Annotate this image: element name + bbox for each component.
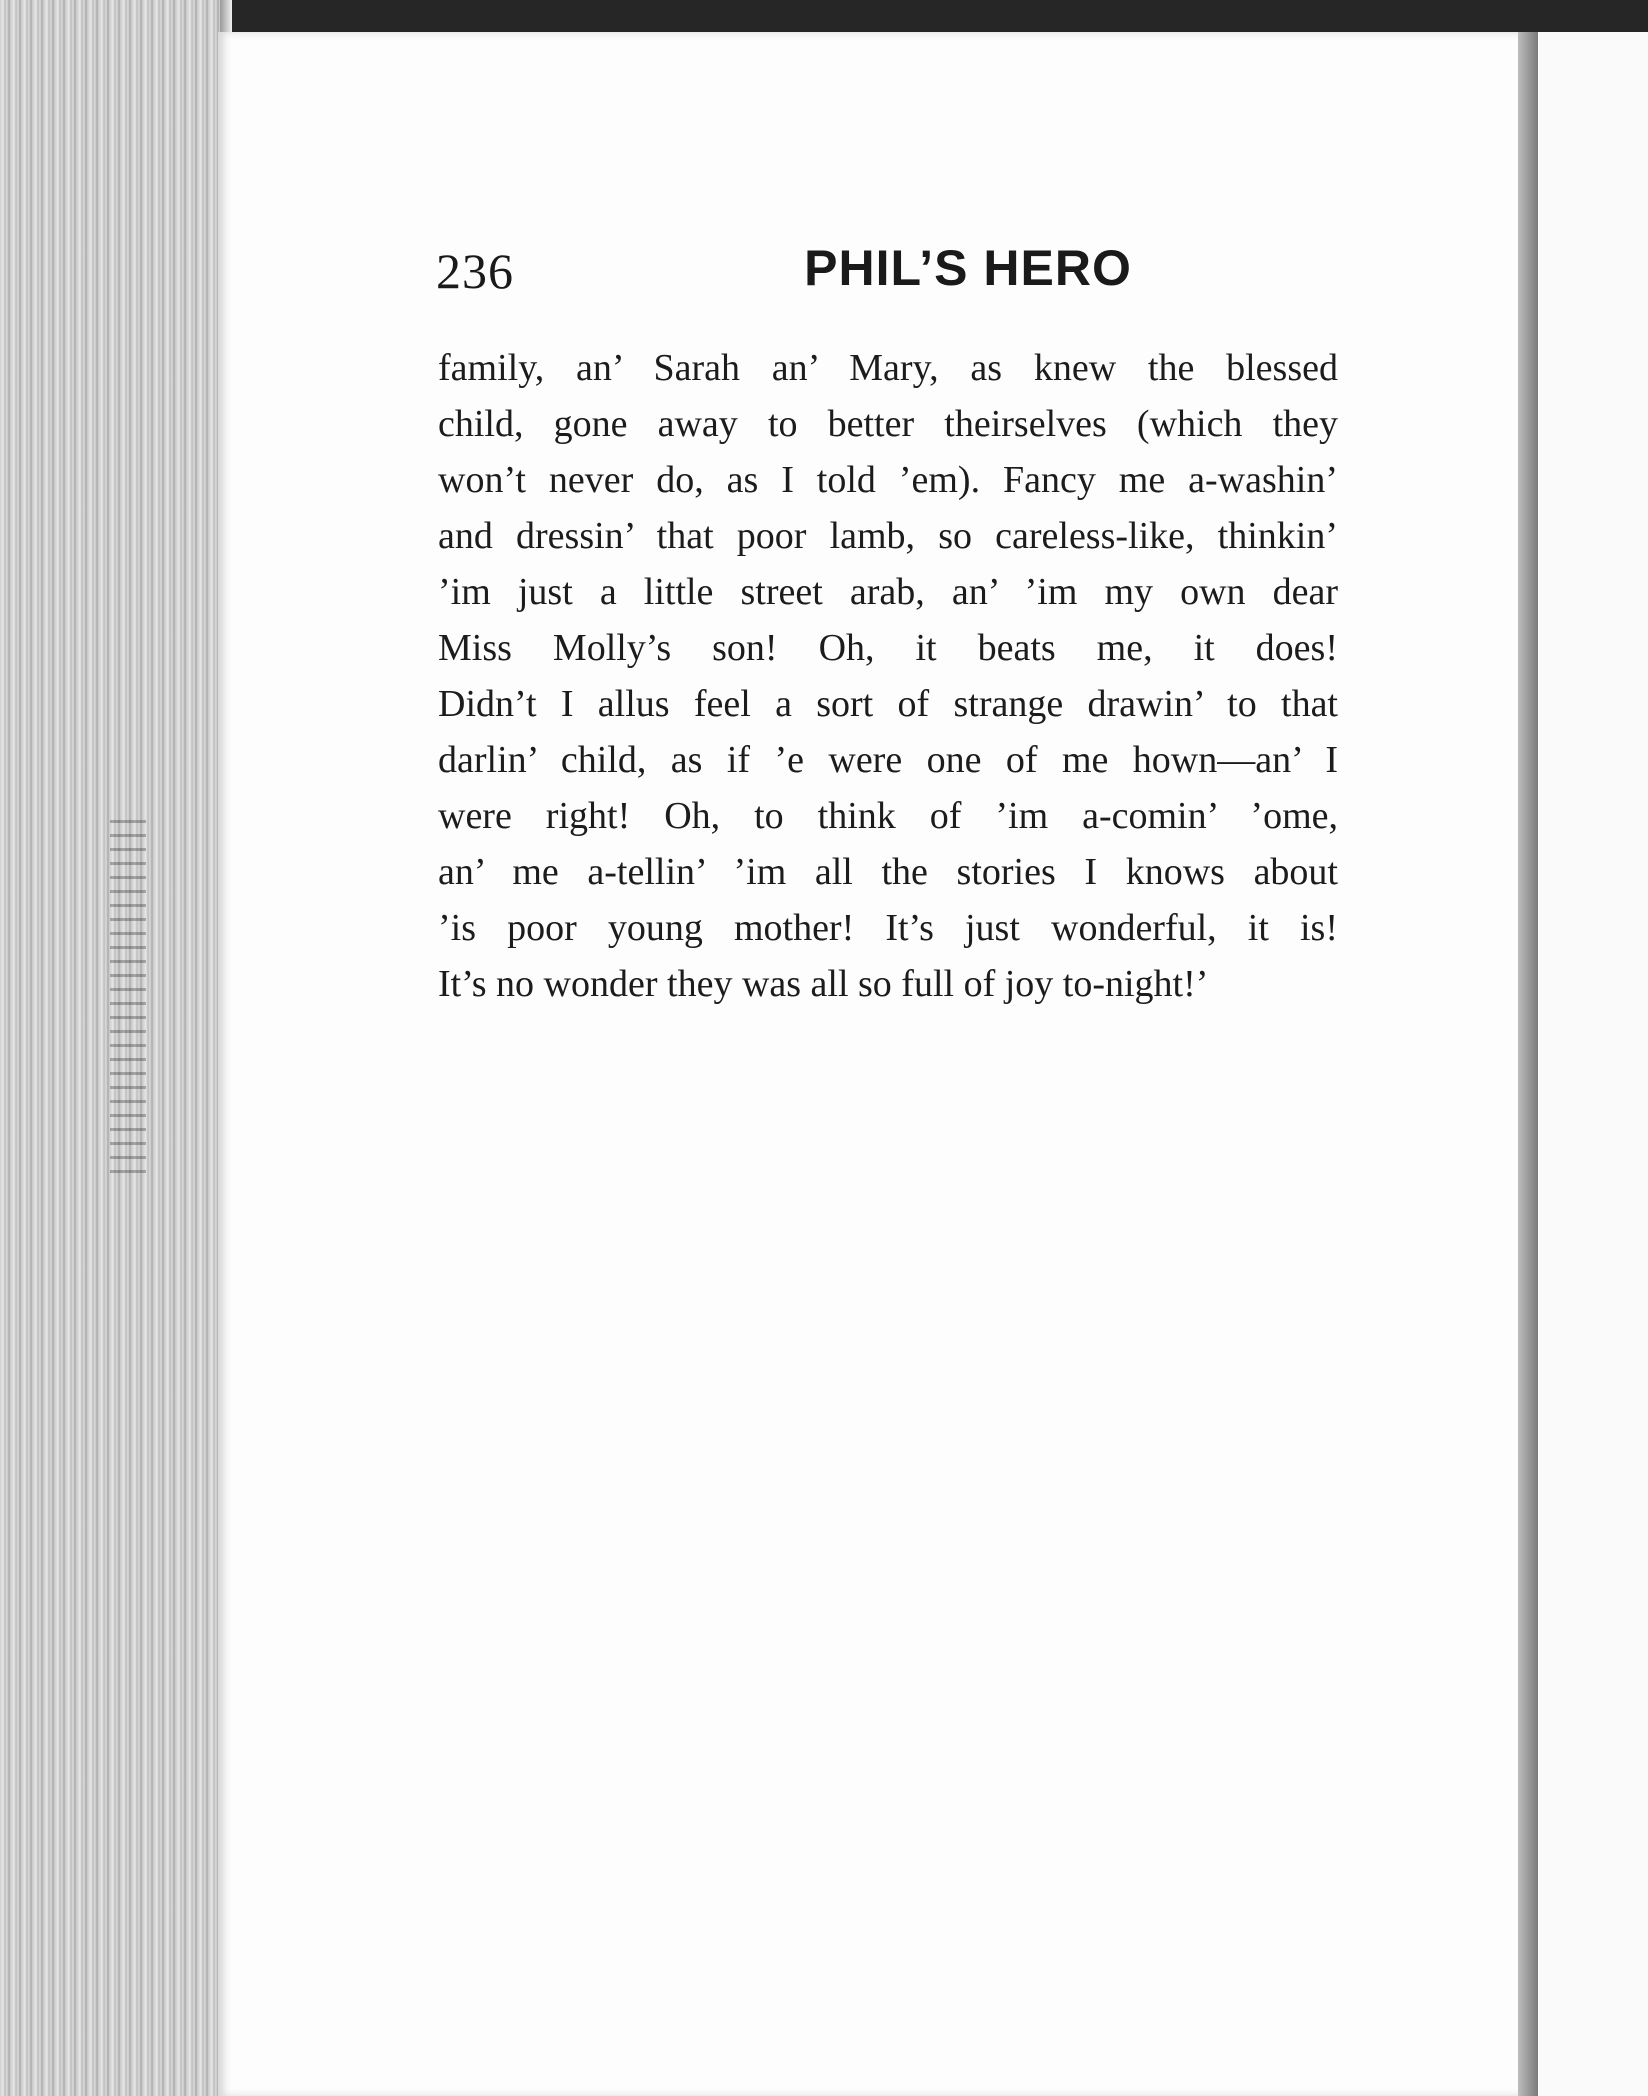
facing-page [1538,32,1648,2096]
text-line: an’ me a-tellin’ ’im all the stories I knows about [438,851,1338,893]
text-line: child, gone away to better theirselves (which they [438,403,1338,445]
body-text [438,340,1338,1012]
page-edges [0,0,232,2096]
text-line: It’s no wonder they was all so full of joy to-night!’ [438,963,1209,1005]
page-number: 236 [436,243,514,299]
text-line: ’im just a little street arab, an’ ’im my own dear [438,571,1338,613]
book-page [218,32,1528,2096]
text-line: and dressin’ that poor lamb, so careless-like, thinkin’ [438,515,1338,557]
text-line: family, an’ Sarah an’ Mary, as knew the blessed [438,347,1338,389]
text-line: were right! Oh, to think of ’im a-comin’ ’ome, [438,795,1338,837]
text-line: Didn’t I allus feel a sort of strange drawin’ to that [438,683,1338,725]
text-line: Miss Molly’s son! Oh, it beats me, it does! [438,627,1338,669]
text-line: darlin’ child, as if ’e were one of me hown—an’ I [438,739,1338,781]
text-line: ’is poor young mother! It’s just wonderful, it is! [438,907,1338,949]
running-head: PHIL’S HERO [804,240,1132,296]
page-edge-right [1518,32,1538,2096]
edge-marks [110,820,146,1180]
text-line: won’t never do, as I told ’em). Fancy me a-washin’ [438,459,1338,501]
